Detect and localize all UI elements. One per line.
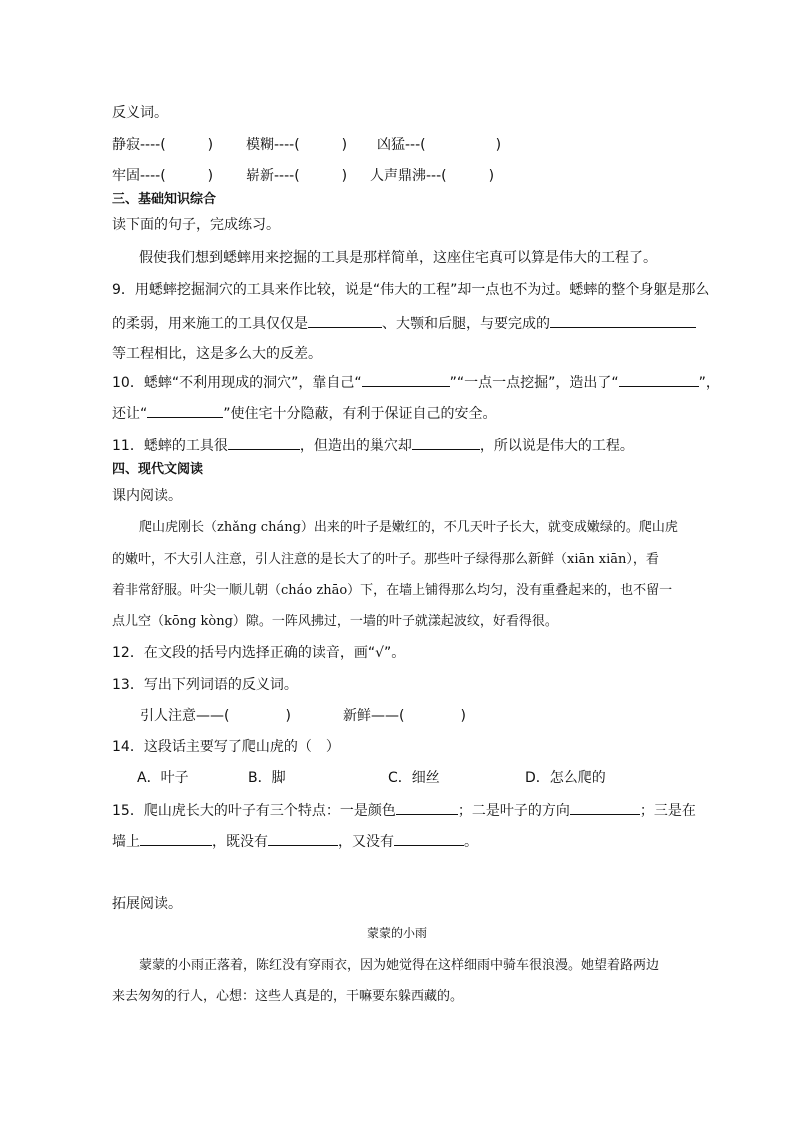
q13-item: 新鲜——( ) [343,708,466,724]
answer-blank[interactable] [570,800,640,815]
answer-blank[interactable] [362,372,450,387]
q13: 13．写出下列词语的反义词。 [112,677,298,693]
q15-line1 [112,800,696,821]
answer-blank[interactable] [394,831,464,846]
q9-line2 [112,313,696,334]
q15-text: 墙上 [112,834,140,850]
option-c[interactable]: C．细丝 [388,770,440,786]
q15-text: ；二是叶子的方向 [457,803,570,819]
q11-text: ，所以说是伟大的工程。 [479,438,634,454]
q15-text: 15．爬山虎长大的叶子有三个特点：一是颜色 [112,803,396,819]
q14: 14．这段话主要写了爬山虎的（ ） [112,739,340,755]
antonym-intro: 反义词。 [112,105,168,121]
section-heading-4: 四、现代文阅读 [112,462,204,477]
antonym-item: 牢固----( ) [112,168,214,184]
antonym-item: 模糊----( ) [246,137,348,153]
option-a[interactable]: A．叶子 [137,770,189,786]
extended-passage-line: 来去匆匆的行人，心想：这些人真是的，干嘛要东躲西藏的。 [112,989,464,1004]
q9-text: 的柔弱，用来施工的工具仅仅是 [112,316,308,332]
q15-text: ，既没有 [212,834,268,850]
section3-instruction: 读下面的句子，完成练习。 [112,217,280,233]
answer-blank[interactable] [308,313,382,328]
antonym-item: 崭新----( ) [246,168,348,184]
q12: 12．在文段的括号内选择正确的读音，画“√”。 [112,645,406,661]
antonym-item: 人声鼎沸---( ) [370,168,495,184]
antonym-item: 静寂----( ) [112,137,214,153]
answer-blank[interactable] [550,313,696,328]
q9-line3: 等工程相比，这是多么大的反差。 [112,346,322,362]
q15-text: 。 [464,834,478,850]
passage-line: 着非常舒服。叶尖一顺儿朝（cháo zhāo）下，在墙上铺得那么均匀，没有重叠起来的，也不留一 [112,583,673,598]
extended-passage-line: 蒙蒙的小雨正落着，陈红没有穿雨衣，因为她觉得在这样细雨中骑车很浪漫。她望着路两边 [139,958,660,973]
answer-blank[interactable] [268,831,338,846]
q13-item: 引人注意——( ) [140,708,291,724]
q10-text: ”“一点一点挖掘”，造出了“ [449,375,619,391]
q10-line2 [112,403,497,424]
extended-label: 拓展阅读。 [112,896,182,912]
passage-line: 的嫩叶，不大引人注意，引人注意的是长大了的叶子。那些叶子绿得那么新鲜（xiān xiān），看 [112,552,659,567]
q10-text: ”使住宅十分隐蔽，有利于保证自己的安全。 [223,406,497,422]
q10-text: 10．蟋蟀“不利用现成的洞穴”，靠自己“ [112,375,362,391]
passage-line: 点儿空（kōng kòng）隙。一阵风拂过，一墙的叶子就漾起波纹，好看得很。 [112,614,558,629]
answer-blank[interactable] [396,800,458,815]
section4-sub: 课内阅读。 [112,488,182,504]
q15-text: ；三是在 [639,803,696,819]
q10-text: 还让“ [112,406,148,422]
q10-line1 [112,372,720,393]
extended-title: 蒙蒙的小雨 [366,926,427,940]
q15-text: ，又没有 [338,834,394,850]
section-heading-3: 三、基础知识综合 [112,192,217,207]
q9-text: 、大颚和后腿，与要完成的 [382,316,550,332]
answer-blank[interactable] [228,435,300,450]
answer-blank[interactable] [412,435,480,450]
q11-text: 11．蟋蟀的工具很 [112,438,228,454]
section3-sentence: 假使我们想到蟋蟀用来挖掘的工具是那样简单，这座住宅真可以算是伟大的工程了。 [139,250,657,266]
q15-line2 [112,831,478,852]
q9-line1: 9．用蟋蟀挖掘洞穴的工具来作比较，说是“伟大的工程”却一点也不为过。蟋蟀的整个身躯是那么 [112,282,710,298]
q10-text: ”， [698,375,720,391]
answer-blank[interactable] [140,831,212,846]
passage-line: 爬山虎刚长（zhǎng cháng）出来的叶子是嫩红的，不几天叶子长大，就变成嫩绿的。爬山虎 [139,520,678,535]
answer-blank[interactable] [147,403,223,418]
antonym-item: 凶猛---( ) [377,137,502,153]
answer-blank[interactable] [619,372,699,387]
option-d[interactable]: D．怎么爬的 [525,770,606,786]
q11-text: ，但造出的巢穴却 [299,438,412,454]
option-b[interactable]: B．脚 [248,770,286,786]
q11 [112,435,634,456]
